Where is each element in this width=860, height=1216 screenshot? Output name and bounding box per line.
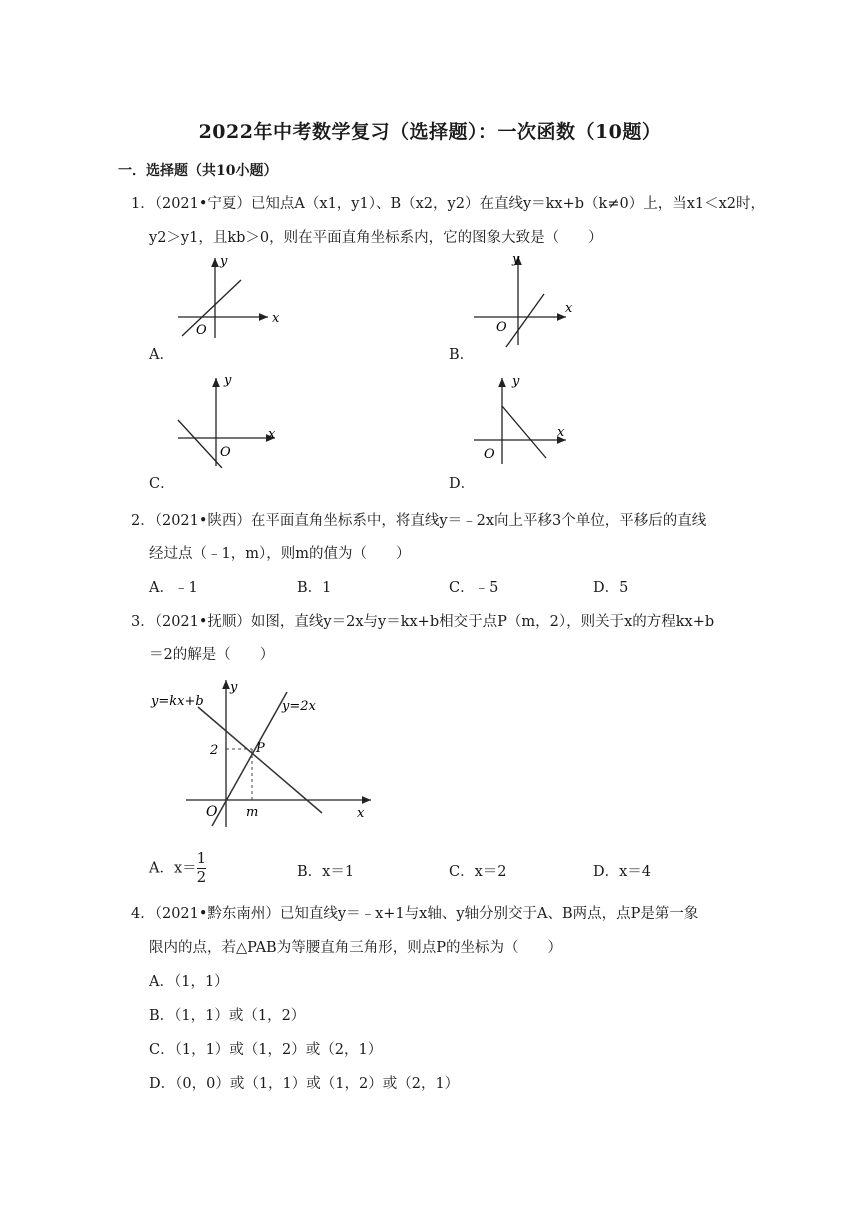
section-heading: 一．选择题（共10小题） <box>118 163 278 179</box>
y-tick-label: 2 <box>210 743 219 758</box>
graph-line <box>182 280 241 336</box>
origin-label: O <box>220 445 231 460</box>
graph-line <box>502 406 546 458</box>
graph-line <box>506 294 544 347</box>
q1-option-a[interactable]: A． <box>149 347 174 363</box>
fraction-one-half <box>197 851 207 886</box>
line-y-equals-kx-plus-b <box>198 707 322 813</box>
origin-label: O <box>496 320 507 335</box>
x-axis-label: x <box>268 427 276 442</box>
q3-graph <box>146 670 386 830</box>
q1-graph-a <box>168 250 288 340</box>
q2-option-c[interactable]: C．﹣5 <box>449 580 499 596</box>
q4-option-b[interactable]: B．（1，1）或（1，2） <box>149 1008 306 1024</box>
q4-text-line1: 4．（2021•黔东南州）已知直线y＝﹣x+1与x轴、y轴分别交于A、B两点，点P是第一象 <box>131 906 699 922</box>
q3-option-a-prefix: A．x＝ <box>149 860 197 877</box>
point-label: P <box>256 741 265 756</box>
x-axis-label: x <box>357 806 365 821</box>
page-title: 2022年中考数学复习（选择题）：一次函数（10题） <box>198 121 662 143</box>
x-tick-label: m <box>246 805 259 820</box>
q1-option-b[interactable]: B． <box>449 347 475 363</box>
origin-label: O <box>484 447 495 462</box>
x-axis-label: x <box>272 311 280 326</box>
x-axis-label: x <box>557 425 565 440</box>
q3-option-a[interactable] <box>149 851 206 886</box>
q4-option-a[interactable]: A．（1，1） <box>149 974 229 990</box>
q3-option-b[interactable]: B．x＝1 <box>297 864 355 880</box>
q2-text-line1: 2．（2021•陕西）在平面直角坐标系中，将直线y＝﹣2x向上平移3个单位，平移后的直线 <box>131 513 707 529</box>
y-axis-label: y <box>512 374 520 389</box>
q1-graph-b <box>466 250 586 350</box>
q4-text-line2: 限内的点，若△PAB为等腰直角三角形，则点P的坐标为（ ） <box>149 940 562 956</box>
q3-option-d[interactable]: D．x＝4 <box>593 864 652 880</box>
q1-text-line2: y2＞y1，且kb＞0，则在平面直角坐标系内，它的图象大致是（ ） <box>149 230 603 246</box>
y-axis-label: y <box>220 254 228 269</box>
q1-graph-c <box>170 368 290 468</box>
q1-graph-d <box>466 368 586 468</box>
label-kx-plus-b: y=kx+b <box>151 694 204 709</box>
q4-option-d[interactable]: D．（0，0）或（1，1）或（1，2）或（2，1） <box>149 1076 460 1092</box>
y-axis-label: y <box>230 680 238 695</box>
q2-option-b[interactable]: B．1 <box>297 580 332 596</box>
q2-option-a[interactable]: A．﹣1 <box>149 580 198 596</box>
y-axis-label: y <box>224 373 232 388</box>
q4-option-c[interactable]: C．（1，1）或（1，2）或（2，1） <box>149 1042 383 1058</box>
origin-label: O <box>206 804 218 820</box>
q1-option-c[interactable]: C． <box>149 476 175 492</box>
fraction-denominator: 2 <box>196 867 207 886</box>
fraction-numerator: 1 <box>196 849 207 867</box>
y-axis-label: y <box>512 252 520 267</box>
q1-option-d[interactable]: D． <box>449 476 476 492</box>
q2-text-line2: 经过点（﹣1，m），则m的值为（ ） <box>149 546 411 562</box>
q1-text-line1: 1．（2021•宁夏）已知点A（x1，y1）、B（x2，y2）在直线y＝kx+b（k≠0）上，当x1＜x2时， <box>131 196 765 212</box>
q2-option-d[interactable]: D．5 <box>593 580 629 596</box>
x-axis-label: x <box>565 301 573 316</box>
q3-text-line1: 3．（2021•抚顺）如图，直线y＝2x与y＝kx+b相交于点P（m，2），则关于x的方程kx+b <box>131 614 715 630</box>
label-2x: y=2x <box>282 699 316 714</box>
origin-label: O <box>196 323 207 338</box>
q3-text-line2: ＝2的解是（ ） <box>149 647 275 663</box>
q3-option-c[interactable]: C．x＝2 <box>449 864 507 880</box>
